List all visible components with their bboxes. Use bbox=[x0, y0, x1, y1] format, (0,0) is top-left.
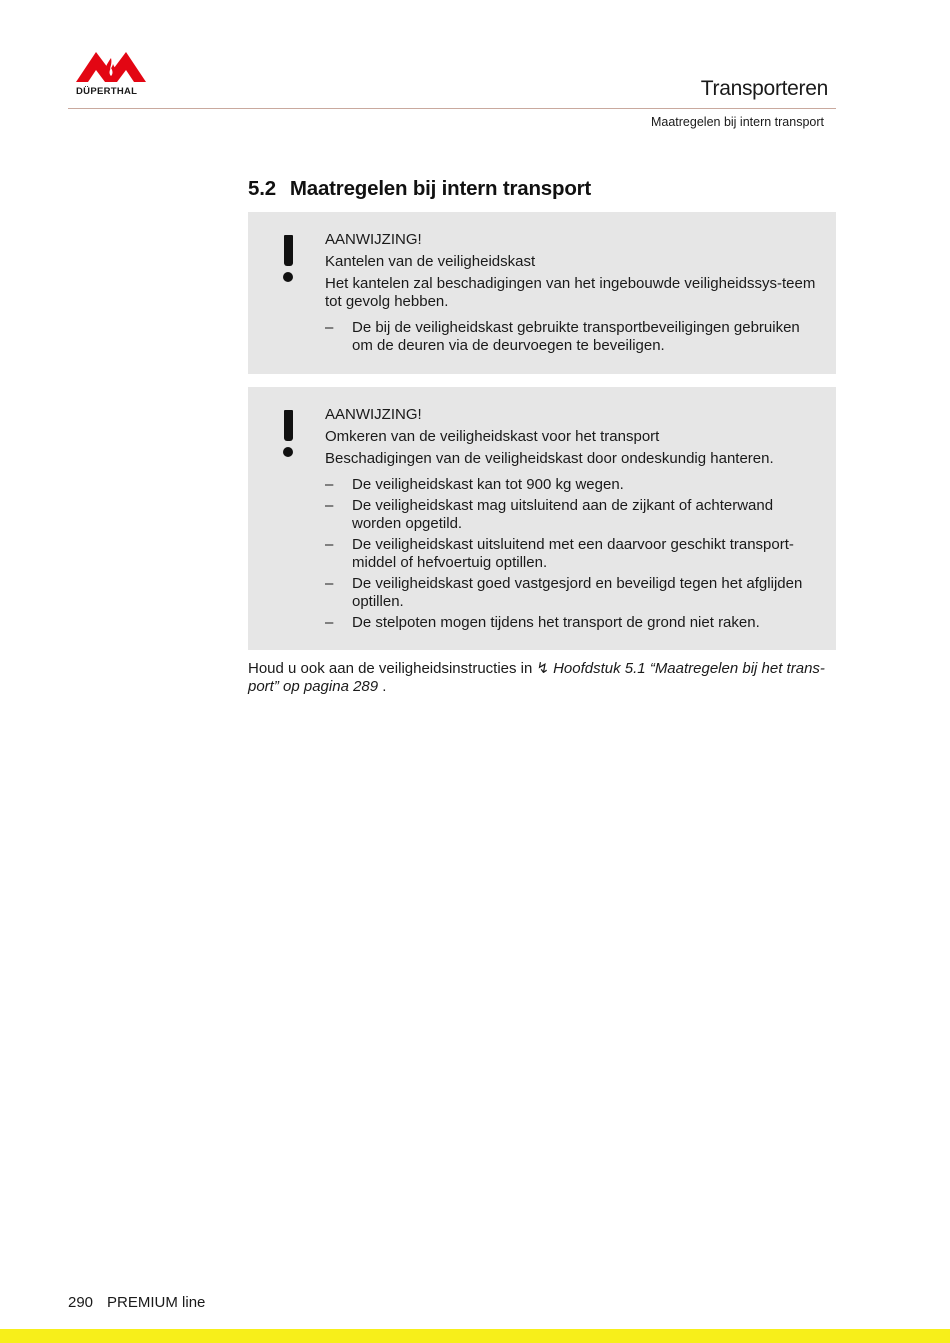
list-item: – De stelpoten mogen tijdens het transport de grond niet raken. bbox=[325, 614, 816, 632]
cross-reference-icon: ↯ bbox=[536, 660, 550, 677]
notice-content bbox=[325, 406, 816, 635]
list-item: – De veiligheidskast uitsluitend met een daarvoor geschikt transport-middel of hefvoertuig optillen. bbox=[325, 536, 816, 572]
exclamation-icon bbox=[278, 235, 298, 282]
brand-logo bbox=[76, 50, 146, 98]
notice-text: Het kantelen zal beschadigingen van het ingebouwde veiligheidssys-teem tot gevolg hebben. bbox=[325, 275, 816, 310]
paragraph-suffix: . bbox=[382, 678, 387, 695]
notice-box bbox=[248, 212, 836, 374]
notice-list bbox=[325, 319, 816, 355]
brand-name: DÜPERTHAL bbox=[76, 86, 138, 97]
notice-heading: Omkeren van de veiligheidskast voor het transport bbox=[325, 428, 660, 445]
flame-logo-icon bbox=[76, 50, 146, 84]
page-footer bbox=[68, 1294, 205, 1311]
notice-heading: Kantelen van de veiligheidskast bbox=[325, 253, 536, 270]
list-item: – De veiligheidskast mag uitsluitend aan de zijkant of achterwand worden opgetild. bbox=[325, 497, 816, 533]
page-header-subtitle: Maatregelen bij intern transport bbox=[650, 115, 824, 129]
product-name: PREMIUM line bbox=[107, 1294, 206, 1311]
list-item: – De bij de veiligheidskast gebruikte transportbeveiligingen gebruiken om de deuren via de deurvoegen te beveiligen. bbox=[325, 319, 816, 355]
footer-color-bar bbox=[0, 1329, 950, 1343]
header-divider bbox=[68, 108, 836, 109]
notice-content bbox=[325, 231, 816, 358]
notice-label: AANWIJZING! bbox=[325, 231, 422, 248]
page-number: 290 bbox=[68, 1294, 94, 1311]
chapter-reference-link[interactable]: Hoofdstuk 5.1 “Maatregelen bij het trans-port” op pagina 289 bbox=[248, 660, 825, 695]
notice-list bbox=[325, 476, 816, 632]
notice-text: Beschadigingen van de veiligheidskast door ondeskundig hanteren. bbox=[325, 450, 774, 467]
section-title: Maatregelen bij intern transport bbox=[289, 177, 592, 200]
list-item: – De veiligheidskast kan tot 900 kg wegen. bbox=[325, 476, 816, 494]
paragraph-text: Houd u ook aan de veiligheidsinstructies in bbox=[248, 660, 533, 677]
exclamation-icon bbox=[278, 410, 298, 457]
list-item: – De veiligheidskast goed vastgesjord en beveiligd tegen het afglijden optillen. bbox=[325, 575, 816, 611]
section-heading bbox=[248, 177, 591, 201]
notice-box bbox=[248, 387, 836, 650]
notice-label: AANWIJZING! bbox=[325, 406, 422, 423]
section-number: 5.2 bbox=[248, 177, 276, 200]
safety-reference-paragraph bbox=[248, 660, 838, 696]
page-header-title: Transporteren bbox=[700, 77, 828, 100]
